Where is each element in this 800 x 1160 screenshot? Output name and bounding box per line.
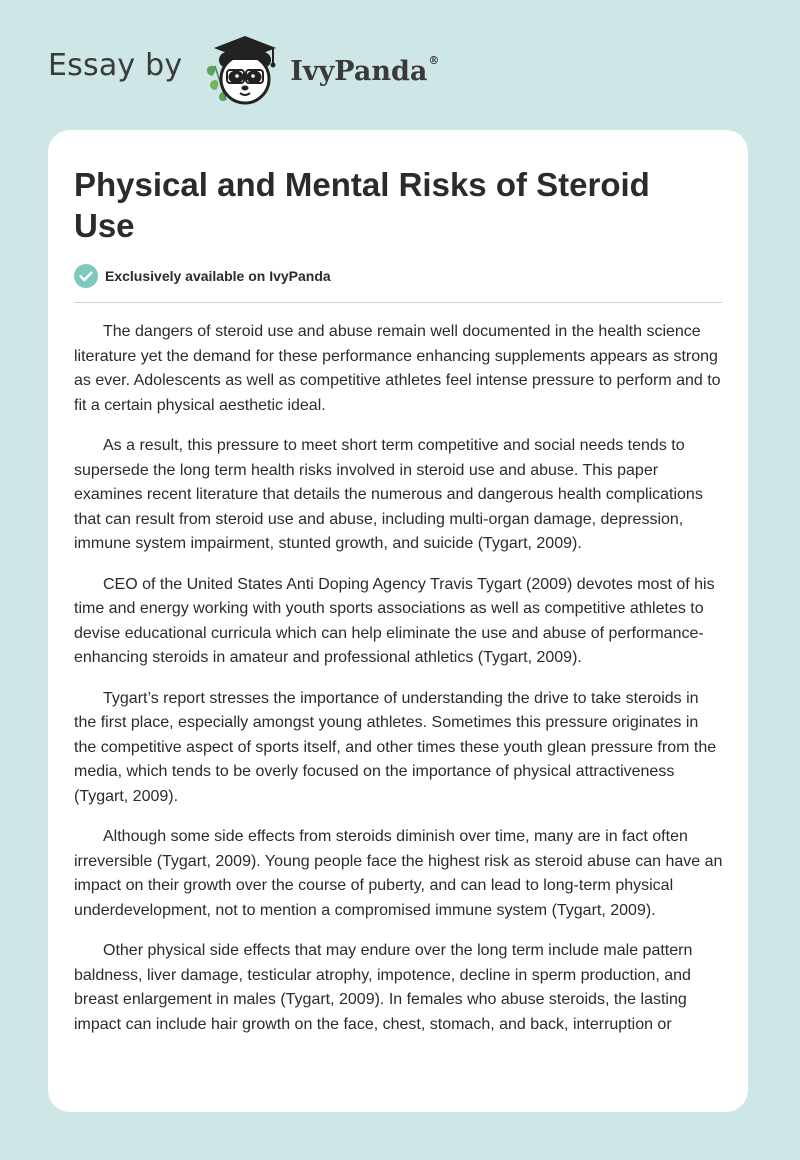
page-title: Physical and Mental Risks of Steroid Use — [74, 166, 650, 244]
exclusive-badge-label: Exclusively available on IvyPanda — [105, 268, 331, 284]
article-paragraph: As a result, this pressure to meet short term competitive and social needs tends to supersede the long term health risks involved in steroid use and abuse. This paper examines recent literature that details the numerous and dangerous health complications that can result from steroid use and abuse, including multi-organ damage, depression, immune system impairment, stunted growth, and suicide (Tygart, 2009). — [74, 437, 703, 552]
brand-name[interactable] — [290, 53, 440, 87]
panda-logo-icon[interactable] — [196, 30, 288, 110]
article-paragraph: CEO of the United States Anti Doping Agency Travis Tygart (2009) devotes most of his time and energy working with youth sports associations as well as competitive athletes to devise educational curricula which can help eliminate the use and abuse of performance-enhancing steroids in amateur and professional athletics (Tygart, 2009). — [74, 575, 715, 666]
article-paragraph: Tygart’s report stresses the importance of understanding the drive to take steroids in the first place, especially amongst young athletes. Sometimes this pressure originates in the competitive aspect of sports itself, and other times these youth glean pressure from the media, which tends to be overly focused on the importance of physical attractiveness (Tygart, 2009). — [74, 689, 717, 805]
article-paragraph: Other physical side effects that may endure over the long term include male pattern baldness, liver damage, testicular atrophy, impotence, decline in sperm production, and breast enlargement in males (Tygart, 2009). In females who abuse steroids, the lasting impact can include hair growth on the face, chest, stomach, and back, interruption or — [74, 942, 693, 1033]
essay-card — [48, 130, 748, 1112]
site-header — [48, 30, 439, 110]
article-body — [74, 320, 724, 1053]
check-circle-icon — [74, 264, 98, 288]
brand-name-text: IvyPanda — [290, 55, 428, 87]
exclusive-badge — [74, 264, 331, 288]
article-paragraph: Although some side effects from steroids diminish over time, many are in fact often irreversible (Tygart, 2009). Young people face the highest risk as steroid abuse can have an impact on their growth over the course of puberty, and can lead to long-term physical underdevelopment, not to mention a compromised immune system (Tygart, 2009). — [74, 828, 723, 919]
divider — [74, 302, 722, 303]
article-paragraph: The dangers of steroid use and abuse remain well documented in the health science literature yet the demand for these performance enhancing supplements appears as strong as ever. Adolescents as well as competitive athletes feel intense pressure to perform and to fit a certain physical aesthetic ideal. — [74, 323, 721, 414]
registered-mark: ® — [428, 53, 440, 67]
essay-by-label: Essay by — [48, 47, 183, 83]
